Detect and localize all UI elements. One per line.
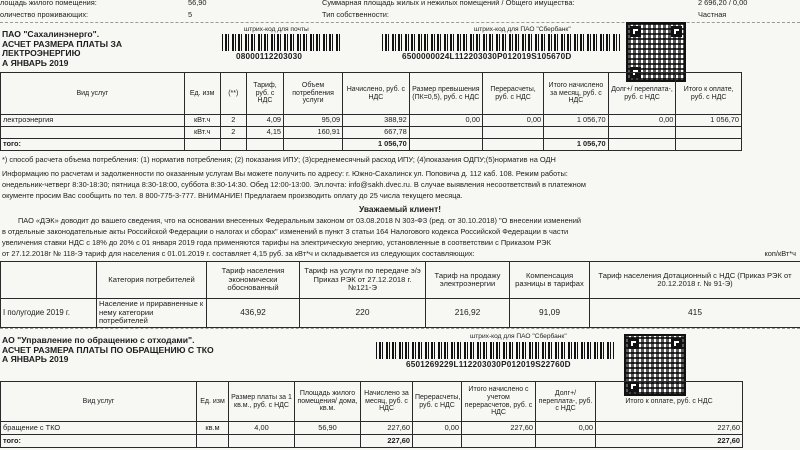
debt: 0,00 bbox=[608, 115, 676, 127]
col-header: Тариф на услуги по передаче э/э Приказ РЭК от 27.12.2018 г. №121-Э bbox=[300, 262, 426, 299]
bank-barcode-number: 6500000024L112203030P012019S105670D bbox=[402, 52, 572, 61]
title-line: ЛЕКТРОЭНЕРГИЮ bbox=[2, 48, 81, 59]
col-header: Площадь жилого помещения/ дома, кв.м. bbox=[295, 382, 361, 422]
total-row bbox=[1, 139, 742, 151]
area-label: лощадь жилого помещения: bbox=[0, 0, 97, 7]
unit: кВт.ч bbox=[184, 127, 220, 139]
total-charged: 227,60 bbox=[361, 435, 413, 448]
col-header: Итого начислено с учетом перерасчетов, руб. с НДС bbox=[462, 382, 536, 422]
ownership-value: Частная bbox=[698, 10, 727, 19]
col-header: Долг+/ переплата-, руб. с НДС bbox=[608, 73, 676, 115]
bank-barcode bbox=[382, 34, 620, 51]
month-total: 227,60 bbox=[462, 422, 536, 435]
total-month: 1 056,70 bbox=[544, 139, 608, 151]
col-header: Компенсация разницы в тарифах bbox=[510, 262, 590, 299]
col-header: Вид услуг bbox=[1, 382, 197, 422]
table-header-row bbox=[1, 73, 742, 115]
col-header: Ед. изм bbox=[197, 382, 229, 422]
company-name: АО "Управление по обращению с отходами". bbox=[2, 335, 195, 345]
ownership-label: Тип собственности: bbox=[322, 10, 389, 19]
sale-tariff: 216,92 bbox=[426, 299, 510, 328]
title-line: АСЧЕТ РАЗМЕРА ПЛАТЫ ЗА bbox=[2, 38, 123, 49]
total-charged: 1 056,70 bbox=[343, 139, 410, 151]
service-name bbox=[1, 127, 185, 139]
col-header: Перерасчеты, руб. с НДС bbox=[413, 382, 462, 422]
col-header: Начислено за месяц, руб. с НДС bbox=[361, 382, 413, 422]
charged: 667,78 bbox=[343, 127, 410, 139]
recalc: 0,00 bbox=[482, 115, 543, 127]
waste-table bbox=[0, 381, 743, 448]
tariff-header-row bbox=[1, 262, 800, 299]
area-value: 56,90 bbox=[188, 0, 207, 7]
table-row bbox=[1, 127, 742, 139]
excess bbox=[409, 127, 482, 139]
common-area-value: 2 696,20 / 0,00 bbox=[698, 0, 748, 7]
col-header: Тариф на продажу электроэнергии bbox=[426, 262, 510, 299]
tariff-table bbox=[0, 261, 800, 328]
period-title: А ЯНВАРЬ 2019 bbox=[2, 354, 69, 365]
notice-text: от 27.12.2018г № 118-Э тариф для населения с 01.01.2019 г. составляет 4,15 руб. за кВт*ч и складывается из следующих составляющих: bbox=[2, 249, 475, 258]
unit: кВт.ч bbox=[184, 115, 220, 127]
col-header: Перерасчеты, руб. с НДС bbox=[482, 73, 543, 115]
transfer-tariff: 220 bbox=[300, 299, 426, 328]
subsidized-tariff: 415 bbox=[590, 299, 800, 328]
tariff-row bbox=[1, 299, 800, 328]
notice-text: в отдельные законодательные акты Российской Федерации о налогах и сборах" изменений в пункт 3 статьи 164 Налогового кодекса Российской Федерации в части bbox=[2, 227, 569, 236]
notice-text: ПАО «ДЭК» доводит до вашего сведения, что на основании внесенных Федеральным законом от 03.08.2018 N 303-ФЗ (ред. от 30.10.2018) "О внесении изменений bbox=[18, 216, 582, 225]
post-barcode bbox=[222, 34, 342, 51]
debt: 0,00 bbox=[536, 422, 596, 435]
method: 2 bbox=[220, 115, 246, 127]
col-header: Тариф населения экономически обоснованный bbox=[207, 262, 300, 299]
period: I полугодие 2019 г. bbox=[1, 299, 97, 328]
total-label: того: bbox=[1, 435, 197, 448]
post-barcode-number: 08000112203030 bbox=[236, 52, 303, 61]
company-name: ПАО "Сахалинэнерго". bbox=[2, 29, 100, 39]
tariff: 4,09 bbox=[246, 115, 283, 127]
table-row bbox=[1, 422, 743, 435]
col-header: (**) bbox=[220, 73, 246, 115]
col-header: Размер превышения (ПК=0,5), руб. с НДС bbox=[409, 73, 482, 115]
volume: 160,91 bbox=[284, 127, 343, 139]
residents-label: оличество проживающих: bbox=[0, 10, 89, 19]
bank-barcode-caption: штрих-код для ПАО "Сбербанк" bbox=[470, 333, 567, 340]
method: 2 bbox=[220, 127, 246, 139]
charged: 227,60 bbox=[361, 422, 413, 435]
area: 56,90 bbox=[295, 422, 361, 435]
excess: 0,00 bbox=[409, 115, 482, 127]
col-header: Начислено, руб. с НДС bbox=[343, 73, 410, 115]
col-header: Итого к оплате, руб. с НДС bbox=[676, 73, 742, 115]
debt bbox=[608, 127, 676, 139]
notice-text: увеличения ставки НДС с 18% до 20% с 01 января 2019 года применяются тарифы на электрическую энергию, установленные в соответствии с Приказом РЭК bbox=[2, 238, 551, 247]
tariff: 4,15 bbox=[246, 127, 283, 139]
col-header: Тариф населения Дотационный с НДС (Приказ РЭК от 20.12.2018 г. № 91-Э) bbox=[590, 262, 800, 299]
to-pay: 227,60 bbox=[596, 422, 743, 435]
table-header-row bbox=[1, 382, 743, 422]
service-name: лектроэнергия bbox=[1, 115, 185, 127]
col-header: Итого к оплате, руб. с НДС bbox=[596, 382, 743, 422]
col-header: Тариф, руб. с НДС bbox=[246, 73, 283, 115]
total-row bbox=[1, 435, 743, 448]
to-pay: 1 056,70 bbox=[676, 115, 742, 127]
col-header bbox=[1, 262, 97, 299]
electricity-title bbox=[2, 30, 202, 69]
economic-tariff: 436,92 bbox=[207, 299, 300, 328]
unit: кв.м bbox=[197, 422, 229, 435]
info-note: Информацию по расчетам и задолженности по оказанным услугам Вы можете получить по адресу: г. Южно-Сахалинск ул. Поповича д. 112 каб. 108. Режим работы: bbox=[2, 169, 568, 178]
title-line: АСЧЕТ РАЗМЕРА ПЛАТЫ ПО ОБРАЩЕНИЮ С ТКО bbox=[2, 344, 214, 355]
month-total: 1 056,70 bbox=[544, 115, 608, 127]
service-name: бращение с ТКО bbox=[1, 422, 197, 435]
col-header: Долг+/ переплата-, руб. с НДС bbox=[536, 382, 596, 422]
bank-barcode bbox=[376, 342, 614, 359]
cut-line bbox=[0, 328, 800, 329]
recalc bbox=[482, 127, 543, 139]
period-title: А ЯНВАРЬ 2019 bbox=[2, 57, 69, 68]
total-label: того: bbox=[1, 139, 185, 151]
unit-label: коп/кВт*ч bbox=[764, 249, 796, 258]
recalc: 0,00 bbox=[413, 422, 462, 435]
rate: 4,00 bbox=[229, 422, 295, 435]
col-header: Категория потребителей bbox=[97, 262, 207, 299]
residents-value: 5 bbox=[188, 10, 193, 19]
total-final: 227,60 bbox=[596, 435, 743, 448]
contact-note: окументе просим Вас сообщить по тел. 8 800-775-3-777. ВНИМАНИЕ! Предлагаем производить оплату до 25 числа текущего месяца. bbox=[2, 191, 463, 200]
to-pay bbox=[676, 127, 742, 139]
col-header: Ед. изм bbox=[184, 73, 220, 115]
charged: 388,92 bbox=[343, 115, 410, 127]
notice-heading: Уважаемый клиент! bbox=[358, 204, 442, 214]
month-total bbox=[544, 127, 608, 139]
calc-method-note: *) способ расчета объема потребления: (1) норматив потребления; (2) показания ИПУ; (3)среднемесячный расход ИПУ; (4)показания ОДПУ;(5)норматив на ОДН bbox=[2, 155, 556, 164]
volume: 95,09 bbox=[284, 115, 343, 127]
waste-title bbox=[2, 336, 282, 365]
compensation: 91,09 bbox=[510, 299, 590, 328]
bank-barcode-caption: штрих-код для ПАО "Сбербанк" bbox=[474, 26, 571, 33]
bank-barcode-number: 6501269229L112203030P012019S22760D bbox=[406, 360, 571, 369]
hours-note: онедельник-четверг 8:30-18:30; пятница 8:30-18:00, суббота 8:30-14:30. Обед 12:00-13:00. Эл.почта: info@sakh.dvec.ru. В случае выявления несоответствий в платежном bbox=[2, 180, 586, 189]
common-area-label: Суммарная площадь жилых и нежилых помещений / Общего имущества: bbox=[322, 0, 575, 7]
table-row bbox=[1, 115, 742, 127]
post-barcode-caption: штрих-код для почты bbox=[244, 26, 309, 33]
col-header: Вид услуг bbox=[1, 73, 185, 115]
col-header: Размер платы за 1 кв.м., руб. с НДС bbox=[229, 382, 295, 422]
col-header: Итого начислено за месяц, руб. с НДС bbox=[544, 73, 608, 115]
category: Население и приравненные к нему категории потребителей bbox=[97, 299, 207, 328]
col-header: Объем потребления услуги bbox=[284, 73, 343, 115]
electricity-table bbox=[0, 72, 742, 151]
